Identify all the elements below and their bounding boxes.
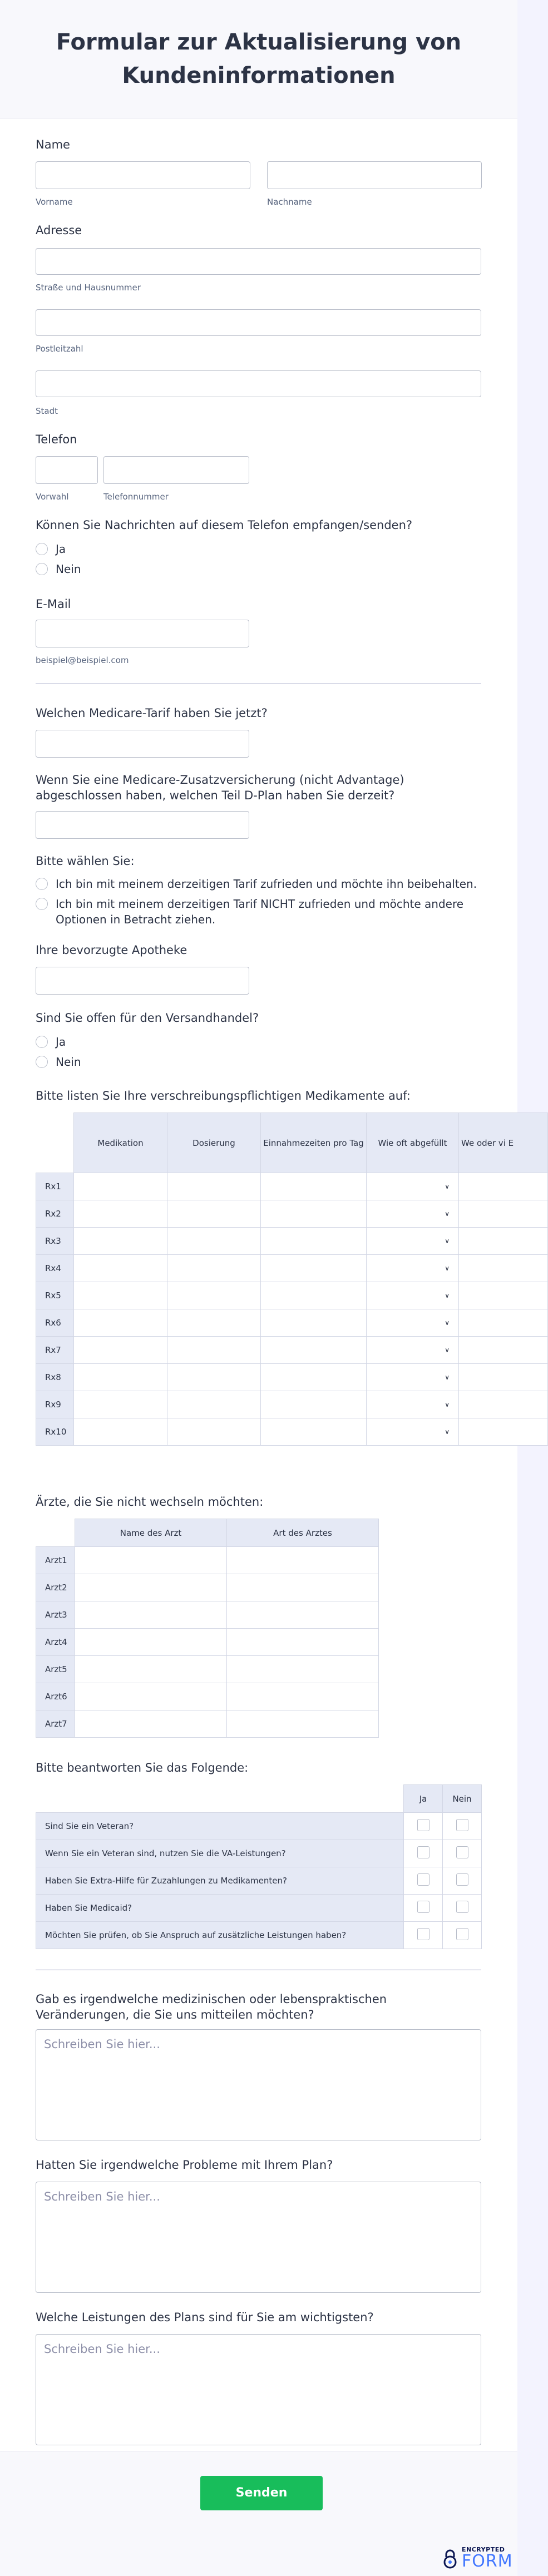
medication-cell-input[interactable] [459, 1282, 548, 1309]
table-row [36, 1656, 379, 1683]
table-row [36, 1282, 548, 1309]
medicare-plan-input[interactable] [36, 730, 249, 758]
messages-yes-label: Ja [56, 542, 66, 556]
medication-cell-input[interactable] [167, 1364, 261, 1391]
benefits-label: Welche Leistungen des Plans sind für Sie am wichtigsten? [36, 2311, 374, 2324]
table-row [36, 1309, 548, 1337]
col-header: Medikation [74, 1113, 167, 1173]
table-row [36, 1391, 548, 1418]
medication-cell-input[interactable] [74, 1228, 167, 1255]
doctor-name-input[interactable] [75, 1574, 227, 1601]
answer-cell [404, 1840, 443, 1867]
questions-table [36, 1784, 482, 1949]
row-header: Rx1 [36, 1173, 74, 1200]
row-header: Arzt3 [36, 1601, 75, 1629]
chevron-down-icon: ∨ [445, 1346, 450, 1354]
medication-cell-input[interactable] [459, 1364, 548, 1391]
answer-cell [404, 1895, 443, 1922]
area-code-sublabel: Vorwahl [36, 492, 69, 502]
messages-no-radio[interactable] [36, 563, 48, 575]
area-code-input[interactable] [36, 456, 98, 484]
medication-cell-input[interactable] [261, 1173, 367, 1200]
medications-table [36, 1113, 548, 1446]
medication-cell-input[interactable] [167, 1391, 261, 1418]
mail-order-no-radio[interactable] [36, 1056, 48, 1068]
doctor-type-input[interactable] [227, 1601, 379, 1629]
messages-label: Können Sie Nachrichten auf diesem Telefon empfangen/senden? [36, 518, 413, 532]
medication-cell-input[interactable] [261, 1337, 367, 1364]
row-header: Rx6 [36, 1309, 74, 1337]
mail-order-label: Sind Sie offen für den Versandhandel? [36, 1011, 259, 1025]
changes-textarea[interactable] [36, 2029, 481, 2140]
no-checkbox[interactable] [456, 1928, 468, 1940]
col-header: Name des Arzt [75, 1519, 227, 1547]
table-row [36, 1683, 379, 1710]
medication-cell-input[interactable] [459, 1228, 548, 1255]
address-label: Adresse [36, 224, 82, 237]
row-header: Rx9 [36, 1391, 74, 1418]
zip-input[interactable] [36, 309, 481, 336]
pharmacy-label: Ihre bevorzugte Apotheke [36, 943, 187, 957]
medication-cell-input[interactable] [74, 1418, 167, 1446]
row-header: Rx2 [36, 1200, 74, 1228]
no-checkbox[interactable] [456, 1819, 468, 1831]
doctor-type-input[interactable] [227, 1683, 379, 1710]
doctor-type-input[interactable] [227, 1656, 379, 1683]
medication-cell-input[interactable] [74, 1200, 167, 1228]
phone-label: Telefon [36, 433, 77, 446]
medication-cell-input[interactable] [167, 1418, 261, 1446]
medication-cell-input[interactable] [459, 1418, 548, 1446]
table-row [36, 1364, 548, 1391]
doctors-table [36, 1519, 379, 1738]
medication-cell-input[interactable] [167, 1255, 261, 1282]
doctor-name-input[interactable] [75, 1601, 227, 1629]
medication-cell-input[interactable] [167, 1282, 261, 1309]
col-header: Einnahmezeiten pro Tag [261, 1113, 367, 1173]
medication-cell-input[interactable] [74, 1391, 167, 1418]
answer-cell [443, 1813, 482, 1840]
choose-label: Bitte wählen Sie: [36, 854, 135, 868]
table-row [36, 1895, 482, 1922]
problems-label: Hatten Sie irgendwelche Probleme mit Ihrem Plan? [36, 2158, 333, 2172]
mail-order-yes-label: Ja [56, 1035, 66, 1049]
medication-cell-input[interactable] [459, 1173, 548, 1200]
doctor-name-input[interactable] [75, 1683, 227, 1710]
table-row [36, 1710, 379, 1738]
phone-number-sublabel: Telefonnummer [103, 492, 169, 502]
question-text: Möchten Sie prüfen, ob Sie Anspruch auf zusätzliche Leistungen haben? [36, 1922, 404, 1949]
lock-icon [442, 2549, 458, 2568]
keep-plan-radio[interactable] [36, 878, 48, 890]
answer-cell [404, 1867, 443, 1895]
table-row [36, 1418, 548, 1446]
row-header: Rx8 [36, 1364, 74, 1391]
doctors-label: Ärzte, die Sie nicht wechseln möchten: [36, 1495, 264, 1509]
city-sublabel: Stadt [36, 406, 58, 416]
medication-cell-input[interactable] [261, 1364, 367, 1391]
first-name-sublabel: Vorname [36, 197, 73, 207]
medication-cell-input[interactable] [261, 1309, 367, 1337]
medication-cell-input[interactable] [459, 1255, 548, 1282]
table-row [36, 1547, 379, 1574]
yes-checkbox[interactable] [417, 1901, 429, 1913]
yes-checkbox[interactable] [417, 1819, 429, 1831]
city-input[interactable] [36, 370, 481, 397]
row-header: Rx3 [36, 1228, 74, 1255]
chevron-down-icon: ∨ [445, 1237, 450, 1245]
problems-placeholder: Schreiben Sie hier... [44, 2190, 160, 2203]
table-row [36, 1173, 548, 1200]
medication-cell-input[interactable] [167, 1309, 261, 1337]
row-header: Arzt4 [36, 1629, 75, 1656]
submit-button[interactable]: Senden [200, 2476, 323, 2510]
refill-frequency-select[interactable] [367, 1200, 459, 1228]
doctor-name-input[interactable] [75, 1710, 227, 1738]
medicare-plan-label: Welchen Medicare-Tarif haben Sie jetzt? [36, 706, 268, 720]
medication-cell-input[interactable] [74, 1255, 167, 1282]
mail-order-yes-radio[interactable] [36, 1036, 48, 1048]
medication-cell-input[interactable] [167, 1337, 261, 1364]
table-row [36, 1813, 482, 1840]
medication-cell-input[interactable] [459, 1391, 548, 1418]
medication-cell-input[interactable] [459, 1200, 548, 1228]
messages-yes-radio[interactable] [36, 543, 48, 555]
doctor-type-input[interactable] [227, 1574, 379, 1601]
col-header: We oder vi E [459, 1113, 548, 1173]
email-sublabel: beispiel@beispiel.com [36, 655, 129, 665]
medication-cell-input[interactable] [459, 1337, 548, 1364]
refill-frequency-select[interactable] [367, 1282, 459, 1309]
col-header: Nein [443, 1785, 482, 1813]
question-text: Haben Sie Extra-Hilfe für Zuzahlungen zu Medikamenten? [36, 1867, 404, 1895]
doctor-type-input[interactable] [227, 1547, 379, 1574]
table-row [36, 1867, 482, 1895]
change-plan-label: Ich bin mit meinem derzeitigen Tarif NICHT zufrieden und möchte andere Optionen in Betracht ziehen. [56, 897, 464, 926]
d-plan-label: Wenn Sie eine Medicare-Zusatzversicherung (nicht Advantage) abgeschlossen haben, welchen Teil D-Plan haben Sie derzeit? [36, 773, 404, 802]
first-name-input[interactable] [36, 161, 250, 189]
col-header: Wie oft abgefüllt [367, 1113, 459, 1173]
change-plan-radio[interactable] [36, 898, 48, 910]
street-sublabel: Straße und Hausnummer [36, 283, 141, 293]
medication-cell-input[interactable] [167, 1173, 261, 1200]
row-header: Arzt5 [36, 1656, 75, 1683]
table-row [36, 1601, 379, 1629]
refill-frequency-select[interactable] [367, 1418, 459, 1446]
question-text: Haben Sie Medicaid? [36, 1895, 404, 1922]
changes-label: Gab es irgendwelche medizinischen oder lebenspraktischen Veränderungen, die Sie uns mitteilen möchten? [36, 1992, 387, 2021]
form-header [0, 0, 517, 118]
col-header: Ja [404, 1785, 443, 1813]
page-title: Formular zur Aktualisierung von Kundeninformationen [56, 29, 462, 88]
row-header: Rx5 [36, 1282, 74, 1309]
medication-cell-input[interactable] [261, 1418, 367, 1446]
last-name-input[interactable] [267, 161, 482, 189]
medication-cell-input[interactable] [167, 1200, 261, 1228]
chevron-down-icon: ∨ [445, 1401, 450, 1408]
medication-cell-input[interactable] [459, 1309, 548, 1337]
badge-bottom-text: FORM [462, 2552, 513, 2571]
col-header: Dosierung [167, 1113, 261, 1173]
table-row [36, 1629, 379, 1656]
yes-checkbox[interactable] [417, 1928, 429, 1940]
row-header: Rx10 [36, 1418, 74, 1446]
medication-cell-input[interactable] [74, 1364, 167, 1391]
table-row [36, 1200, 548, 1228]
no-checkbox[interactable] [456, 1846, 468, 1858]
doctor-type-input[interactable] [227, 1710, 379, 1738]
refill-frequency-select[interactable] [367, 1255, 459, 1282]
medication-cell-input[interactable] [167, 1228, 261, 1255]
table-row [36, 1255, 548, 1282]
form-footer [0, 2451, 517, 2576]
question-text: Wenn Sie ein Veteran sind, nutzen Sie die VA-Leistungen? [36, 1840, 404, 1867]
table-row [36, 1840, 482, 1867]
problems-textarea[interactable] [36, 2182, 481, 2293]
refill-frequency-select[interactable] [367, 1337, 459, 1364]
answer-cell [443, 1867, 482, 1895]
table-row [36, 1574, 379, 1601]
email-input[interactable] [36, 620, 249, 647]
chevron-down-icon: ∨ [445, 1183, 450, 1190]
medication-cell-input[interactable] [74, 1173, 167, 1200]
chevron-down-icon: ∨ [445, 1264, 450, 1272]
chevron-down-icon: ∨ [445, 1292, 450, 1299]
medication-cell-input[interactable] [261, 1391, 367, 1418]
messages-no-label: Nein [56, 562, 81, 576]
table-corner [36, 1113, 74, 1173]
refill-frequency-select[interactable] [367, 1173, 459, 1200]
yes-checkbox[interactable] [417, 1873, 429, 1886]
medication-cell-input[interactable] [74, 1282, 167, 1309]
table-corner [36, 1785, 404, 1813]
encrypted-form-badge [440, 2545, 513, 2573]
questions-label: Bitte beantworten Sie das Folgende: [36, 1761, 249, 1774]
chevron-down-icon: ∨ [445, 1319, 450, 1327]
table-corner [36, 1519, 75, 1547]
question-text: Sind Sie ein Veteran? [36, 1813, 404, 1840]
benefits-textarea[interactable] [36, 2334, 481, 2445]
refill-frequency-select[interactable] [367, 1364, 459, 1391]
medication-cell-input[interactable] [261, 1200, 367, 1228]
street-input[interactable] [36, 248, 481, 275]
no-checkbox[interactable] [456, 1873, 468, 1886]
refill-frequency-select[interactable] [367, 1228, 459, 1255]
phone-number-input[interactable] [103, 456, 249, 484]
badge-top-text: ENCRYPTED [462, 2546, 505, 2553]
pharmacy-input[interactable] [36, 967, 249, 995]
medication-cell-input[interactable] [261, 1282, 367, 1309]
row-header: Rx7 [36, 1337, 74, 1364]
name-label: Name [36, 138, 70, 151]
refill-frequency-select[interactable] [367, 1391, 459, 1418]
answer-cell [404, 1813, 443, 1840]
medication-cell-input[interactable] [74, 1337, 167, 1364]
doctor-type-input[interactable] [227, 1629, 379, 1656]
col-header: Art des Arztes [227, 1519, 379, 1547]
chevron-down-icon: ∨ [445, 1210, 450, 1218]
benefits-placeholder: Schreiben Sie hier... [44, 2342, 160, 2356]
mail-order-no-label: Nein [56, 1055, 81, 1069]
chevron-down-icon: ∨ [445, 1373, 450, 1381]
row-header: Arzt7 [36, 1710, 75, 1738]
medication-cell-input[interactable] [261, 1228, 367, 1255]
d-plan-input[interactable] [36, 811, 249, 839]
answer-cell [443, 1895, 482, 1922]
email-label: E-Mail [36, 597, 71, 611]
doctor-name-input[interactable] [75, 1547, 227, 1574]
chevron-down-icon: ∨ [445, 1428, 450, 1436]
keep-plan-label: Ich bin mit meinem derzeitigen Tarif zufrieden und möchte ihn beibehalten. [56, 877, 477, 891]
last-name-sublabel: Nachname [267, 197, 312, 207]
table-row [36, 1228, 548, 1255]
doctor-name-input[interactable] [75, 1629, 227, 1656]
answer-cell [404, 1922, 443, 1949]
answer-cell [443, 1922, 482, 1949]
medications-table-wrapper[interactable] [36, 1113, 514, 1456]
medication-cell-input[interactable] [261, 1255, 367, 1282]
table-row [36, 1922, 482, 1949]
refill-frequency-select[interactable] [367, 1309, 459, 1337]
row-header: Arzt1 [36, 1547, 75, 1574]
no-checkbox[interactable] [456, 1901, 468, 1913]
medication-cell-input[interactable] [74, 1309, 167, 1337]
changes-placeholder: Schreiben Sie hier... [44, 2038, 160, 2051]
row-header: Arzt6 [36, 1683, 75, 1710]
row-header: Arzt2 [36, 1574, 75, 1601]
answer-cell [443, 1840, 482, 1867]
table-row [36, 1337, 548, 1364]
row-header: Rx4 [36, 1255, 74, 1282]
doctor-name-input[interactable] [75, 1656, 227, 1683]
zip-sublabel: Postleitzahl [36, 344, 83, 354]
medications-label: Bitte listen Sie Ihre verschreibungspflichtigen Medikamente auf: [36, 1089, 411, 1102]
yes-checkbox[interactable] [417, 1846, 429, 1858]
